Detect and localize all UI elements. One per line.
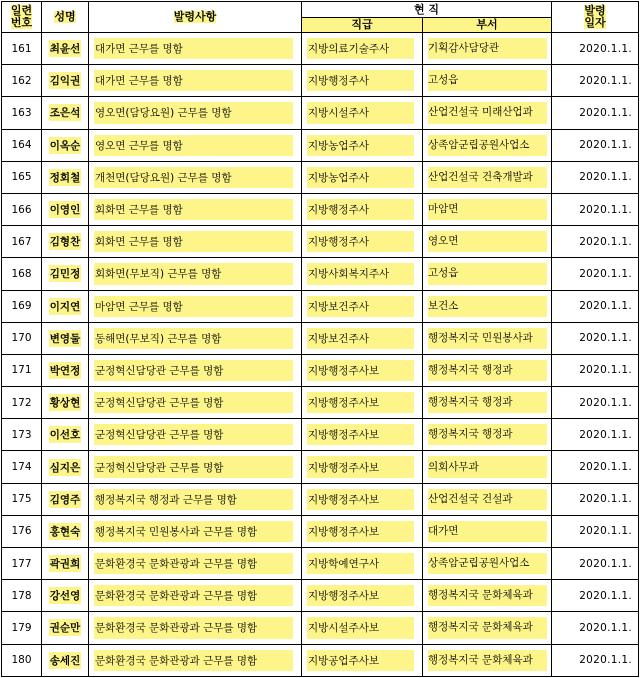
table-header	[2, 2, 639, 33]
order-cell: 문화환경국 문화관광과 근무를 명함	[89, 580, 302, 612]
rank-cell: 지방행정주사보	[302, 451, 423, 483]
table-row	[2, 322, 639, 354]
header-order-date: 발령 일자	[552, 2, 639, 33]
department-cell: 고성읍	[423, 258, 552, 290]
serial-number-cell: 176	[2, 515, 42, 547]
department-cell: 상족암군립공원사업소	[423, 129, 552, 161]
name-cell: 강선영	[42, 580, 89, 612]
rank-cell: 지방행정주사보	[302, 419, 423, 451]
order-cell: 대가면 근무를 명함	[89, 33, 302, 65]
serial-number-cell: 180	[2, 644, 42, 676]
serial-number-cell: 171	[2, 354, 42, 386]
department-cell: 의회사무과	[423, 451, 552, 483]
table-row	[2, 129, 639, 161]
order-date-cell: 2020.1.1.	[552, 33, 639, 65]
order-cell: 행정복지국 행정과 근무를 명함	[89, 483, 302, 515]
order-cell: 문화환경국 문화관광과 근무를 명함	[89, 644, 302, 676]
table-row	[2, 97, 639, 129]
department-cell: 고성읍	[423, 65, 552, 97]
department-cell: 대가면	[423, 515, 552, 547]
order-cell: 행정복지국 민원봉사과 근무를 명함	[89, 515, 302, 547]
order-date-cell: 2020.1.1.	[552, 65, 639, 97]
table-row	[2, 451, 639, 483]
name-cell: 송세진	[42, 644, 89, 676]
table-row	[2, 258, 639, 290]
department-cell: 행정복지국 문화체육과	[423, 580, 552, 612]
name-cell: 홍현숙	[42, 515, 89, 547]
department-cell: 행정복지국 민원봉사과	[423, 322, 552, 354]
order-cell: 회화면(무보직) 근무를 명함	[89, 258, 302, 290]
order-date-cell: 2020.1.1.	[552, 644, 639, 676]
name-cell: 김형찬	[42, 226, 89, 258]
serial-number-cell: 177	[2, 548, 42, 580]
serial-number-cell: 174	[2, 451, 42, 483]
header-name: 성명	[42, 2, 89, 33]
serial-number-cell: 170	[2, 322, 42, 354]
order-cell: 영오면(담당요원) 근무를 명함	[89, 97, 302, 129]
order-cell: 회화면 근무를 명함	[89, 193, 302, 225]
rank-cell: 지방행정주사	[302, 193, 423, 225]
table-row	[2, 580, 639, 612]
rank-cell: 지방의료기술주사	[302, 33, 423, 65]
department-cell: 산업건설국 건축개발과	[423, 161, 552, 193]
header-rank: 직급	[302, 18, 423, 33]
department-cell: 행정복지국 행정과	[423, 387, 552, 419]
name-cell: 이선호	[42, 419, 89, 451]
order-date-cell: 2020.1.1.	[552, 354, 639, 386]
serial-number-cell: 169	[2, 290, 42, 322]
table-row	[2, 354, 639, 386]
serial-number-cell: 175	[2, 483, 42, 515]
order-date-cell: 2020.1.1.	[552, 193, 639, 225]
department-cell: 마암면	[423, 193, 552, 225]
order-date-cell: 2020.1.1.	[552, 290, 639, 322]
department-cell: 행정복지국 행정과	[423, 419, 552, 451]
table-body	[2, 33, 639, 677]
rank-cell: 지방보건주사	[302, 290, 423, 322]
personnel-order-table	[1, 1, 639, 677]
order-cell: 회화면 근무를 명함	[89, 226, 302, 258]
serial-number-cell: 178	[2, 580, 42, 612]
department-cell: 보건소	[423, 290, 552, 322]
name-cell: 김민정	[42, 258, 89, 290]
table-row	[2, 161, 639, 193]
order-cell: 문화환경국 문화관광과 근무를 명함	[89, 548, 302, 580]
order-date-cell: 2020.1.1.	[552, 161, 639, 193]
name-cell: 박연정	[42, 354, 89, 386]
table-row	[2, 548, 639, 580]
rank-cell: 지방행정주사보	[302, 515, 423, 547]
serial-number-cell: 166	[2, 193, 42, 225]
order-date-cell: 2020.1.1.	[552, 548, 639, 580]
serial-number-cell: 168	[2, 258, 42, 290]
table-row	[2, 387, 639, 419]
serial-number-cell: 162	[2, 65, 42, 97]
header-order: 발령사항	[89, 2, 302, 33]
order-cell: 군정혁신담당관 근무를 명함	[89, 387, 302, 419]
order-cell: 개천면(담당요원) 근무를 명함	[89, 161, 302, 193]
order-date-cell: 2020.1.1.	[552, 387, 639, 419]
rank-cell: 지방보건주사	[302, 322, 423, 354]
serial-number-cell: 167	[2, 226, 42, 258]
order-date-cell: 2020.1.1.	[552, 226, 639, 258]
header-current-position: 현 직	[302, 2, 552, 18]
table-row	[2, 65, 639, 97]
rank-cell: 지방농업주사	[302, 161, 423, 193]
table-row	[2, 515, 639, 547]
name-cell: 조은석	[42, 97, 89, 129]
table-row	[2, 483, 639, 515]
order-date-cell: 2020.1.1.	[552, 419, 639, 451]
serial-number-cell: 161	[2, 33, 42, 65]
rank-cell: 지방학예연구사	[302, 548, 423, 580]
rank-cell: 지방행정주사	[302, 65, 423, 97]
serial-number-cell: 179	[2, 612, 42, 644]
order-cell: 문화환경국 문화관광과 근무를 명함	[89, 612, 302, 644]
name-cell: 이지연	[42, 290, 89, 322]
table-row	[2, 193, 639, 225]
order-cell: 마암면 근무를 명함	[89, 290, 302, 322]
department-cell: 행정복지국 문화체육과	[423, 612, 552, 644]
table-row	[2, 644, 639, 676]
department-cell: 행정복지국 문화체육과	[423, 644, 552, 676]
name-cell: 곽권희	[42, 548, 89, 580]
rank-cell: 지방시설주사보	[302, 612, 423, 644]
department-cell: 기획감사담당관	[423, 33, 552, 65]
name-cell: 김영주	[42, 483, 89, 515]
serial-number-cell: 163	[2, 97, 42, 129]
order-cell: 대가면 근무를 명함	[89, 65, 302, 97]
rank-cell: 지방행정주사보	[302, 387, 423, 419]
order-date-cell: 2020.1.1.	[552, 483, 639, 515]
rank-cell: 지방행정주사보	[302, 580, 423, 612]
order-cell: 군정혁신담당관 근무를 명함	[89, 451, 302, 483]
rank-cell: 지방농업주사	[302, 129, 423, 161]
rank-cell: 지방공업주사보	[302, 644, 423, 676]
order-cell: 군정혁신담당관 근무를 명함	[89, 419, 302, 451]
department-cell: 상족암군립공원사업소	[423, 548, 552, 580]
order-date-cell: 2020.1.1.	[552, 451, 639, 483]
department-cell: 산업건설국 미래산업과	[423, 97, 552, 129]
rank-cell: 지방시설주사	[302, 97, 423, 129]
serial-number-cell: 165	[2, 161, 42, 193]
name-cell: 심지은	[42, 451, 89, 483]
order-date-cell: 2020.1.1.	[552, 322, 639, 354]
serial-number-cell: 164	[2, 129, 42, 161]
department-cell: 행정복지국 행정과	[423, 354, 552, 386]
rank-cell: 지방행정주사	[302, 226, 423, 258]
order-date-cell: 2020.1.1.	[552, 612, 639, 644]
header-department: 부서	[423, 18, 552, 33]
department-cell: 산업건설국 건설과	[423, 483, 552, 515]
order-cell: 동해면(무보직) 근무를 명함	[89, 322, 302, 354]
order-cell: 군정혁신담당관 근무를 명함	[89, 354, 302, 386]
header-serial-number: 일련 번호	[2, 2, 42, 33]
name-cell: 정회철	[42, 161, 89, 193]
table-row	[2, 290, 639, 322]
table-row	[2, 419, 639, 451]
name-cell: 이옥순	[42, 129, 89, 161]
order-date-cell: 2020.1.1.	[552, 97, 639, 129]
department-cell: 영오면	[423, 226, 552, 258]
order-date-cell: 2020.1.1.	[552, 129, 639, 161]
name-cell: 권순만	[42, 612, 89, 644]
table-row	[2, 226, 639, 258]
rank-cell: 지방행정주사보	[302, 354, 423, 386]
table-row	[2, 33, 639, 65]
order-cell: 영오면 근무를 명함	[89, 129, 302, 161]
name-cell: 이영인	[42, 193, 89, 225]
table-row	[2, 612, 639, 644]
order-date-cell: 2020.1.1.	[552, 258, 639, 290]
order-date-cell: 2020.1.1.	[552, 515, 639, 547]
order-date-cell: 2020.1.1.	[552, 580, 639, 612]
serial-number-cell: 173	[2, 419, 42, 451]
name-cell: 황상현	[42, 387, 89, 419]
serial-number-cell: 172	[2, 387, 42, 419]
rank-cell: 지방사회복지주사	[302, 258, 423, 290]
name-cell: 변영둘	[42, 322, 89, 354]
rank-cell: 지방행정주사보	[302, 483, 423, 515]
name-cell: 김익권	[42, 65, 89, 97]
name-cell: 최윤선	[42, 33, 89, 65]
